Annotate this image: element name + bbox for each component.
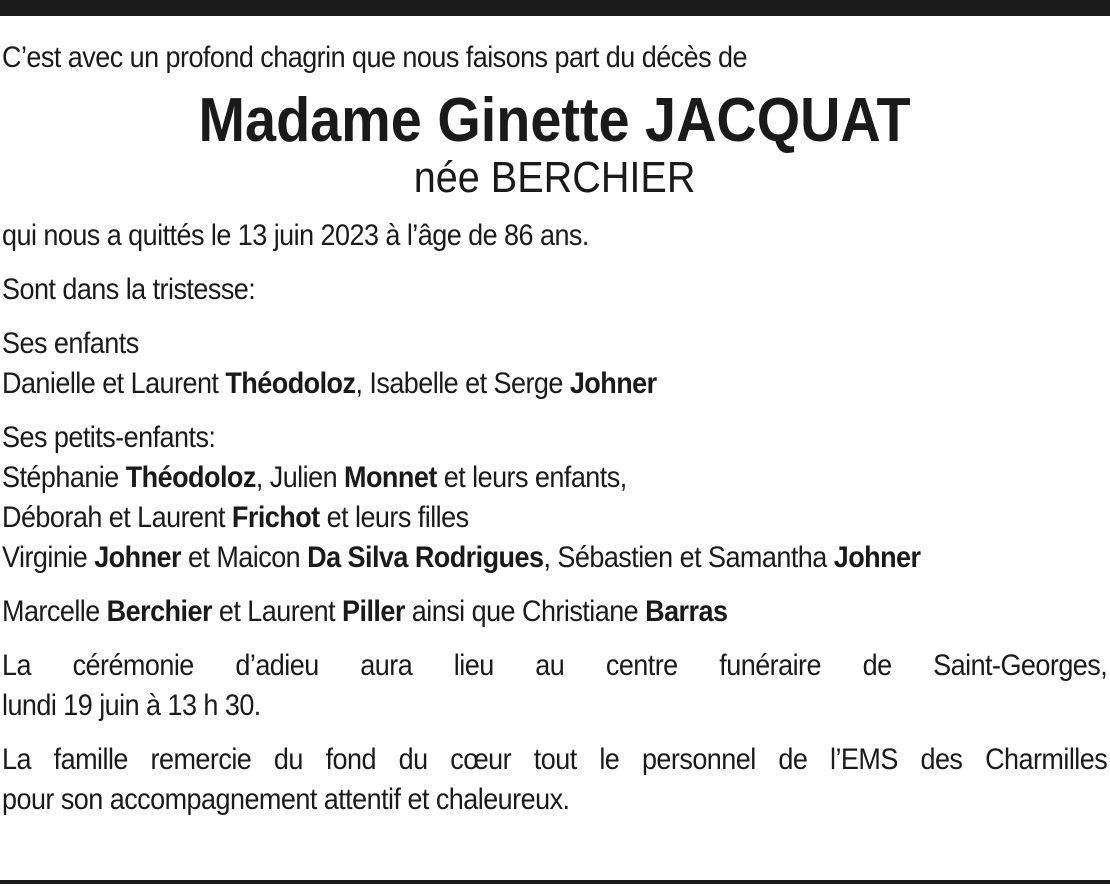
text-segment: , Julien [255, 461, 345, 494]
children-heading: Ses enfants [2, 327, 139, 360]
text-segment: et leurs enfants, [436, 461, 627, 494]
deceased-name: Madame Ginette JACQUAT [198, 86, 911, 155]
birth-name: née BERCHIER [413, 153, 696, 202]
surname: Théodoloz [125, 461, 256, 494]
surname: Johner [94, 541, 181, 574]
thanks-line-2: pour son accompagnement attentif et chaleureux. [2, 783, 570, 816]
text-segment: Virginie [2, 541, 95, 574]
surname: Johner [569, 367, 657, 400]
surname: Barras [645, 595, 728, 628]
surname: Johner [833, 541, 921, 574]
grandchildren-line-1 [2, 458, 1107, 498]
ceremony-line-2: lundi 19 juin à 13 h 30. [2, 689, 261, 722]
text-segment: , Isabelle et Serge [355, 367, 570, 400]
grandchildren-line-2 [2, 498, 1107, 538]
surname: Théodoloz [225, 367, 356, 400]
text-segment: Danielle et Laurent [2, 367, 226, 400]
surname: Monnet [344, 461, 437, 494]
obituary-notice [2, 38, 1107, 820]
surname: Piller [342, 595, 405, 628]
top-rule [0, 0, 1110, 16]
thanks-line-1: La famille remercie du fond du cœur tout le personnel de l’EMS des Charmilles [2, 743, 1108, 776]
text-segment: Marcelle [2, 595, 107, 628]
text-segment: Déborah et Laurent [2, 501, 232, 534]
text-segment: et leurs filles [319, 501, 469, 534]
text-segment: et Laurent [211, 595, 343, 628]
text-segment: et Maicon [180, 541, 308, 574]
surname: Berchier [106, 595, 212, 628]
mourners-heading: Sont dans la tristesse: [2, 273, 256, 306]
grandchildren-line-3 [2, 538, 1107, 578]
text-segment: Stéphanie [2, 461, 126, 494]
surname: Frichot [231, 501, 320, 534]
text-segment: , Sébastien et Samantha [543, 541, 834, 574]
ceremony-line-1: La cérémonie d’adieu aura lieu au centre funéraire de Saint-Georges, [2, 649, 1108, 682]
grandchildren-heading: Ses petits-enfants: [2, 421, 216, 454]
text-segment: ainsi que Christiane [404, 595, 646, 628]
siblings-line [2, 592, 1107, 632]
passing-text: qui nous a quittés le 13 juin 2023 à l’âge de 86 ans. [2, 219, 589, 252]
children-line [2, 364, 1107, 404]
bottom-rule [0, 880, 1110, 884]
surname: Da Silva Rodrigues [307, 541, 544, 574]
intro-text: C’est avec un profond chagrin que nous faisons part du décès de [2, 41, 747, 74]
